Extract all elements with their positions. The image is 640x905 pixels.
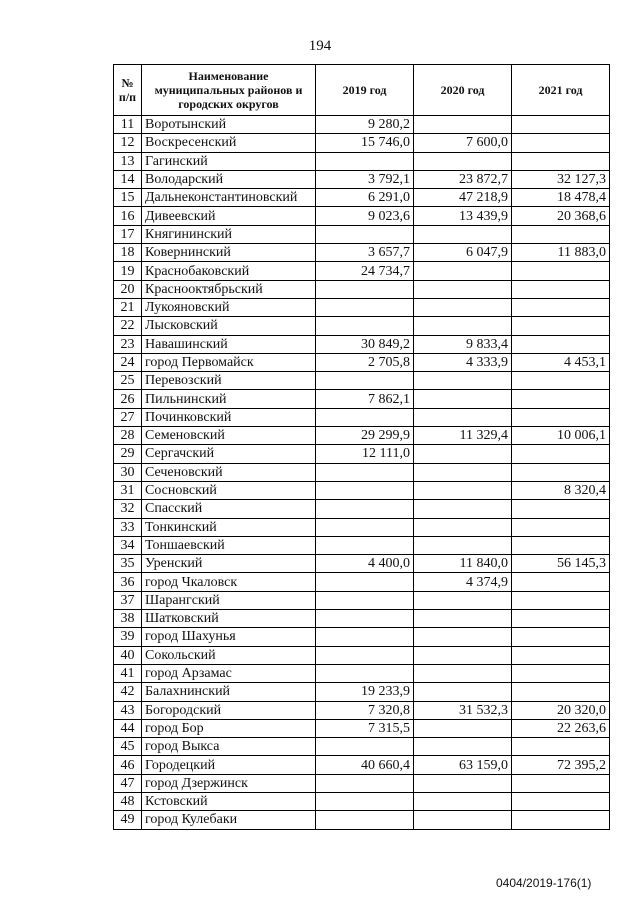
cell-2020: [414, 390, 512, 408]
cell-name: Шатковский: [142, 610, 316, 628]
cell-2021: [512, 298, 610, 316]
cell-2020: [414, 591, 512, 609]
cell-2019: [316, 225, 414, 243]
cell-2020: [414, 664, 512, 682]
table-row: [114, 646, 610, 664]
cell-2021: [512, 390, 610, 408]
cell-name: город Чкаловск: [142, 573, 316, 591]
cell-name: Починковский: [142, 408, 316, 426]
cell-name: Навашинский: [142, 335, 316, 353]
cell-num: 31: [114, 481, 142, 499]
cell-2019: [316, 628, 414, 646]
table-row: [114, 262, 610, 280]
cell-name: Краснобаковский: [142, 262, 316, 280]
cell-2019: 3 792,1: [316, 170, 414, 188]
cell-name: Спасский: [142, 500, 316, 518]
table-row: [114, 536, 610, 554]
cell-2021: 72 395,2: [512, 756, 610, 774]
cell-num: 20: [114, 280, 142, 298]
cell-name: Балахнинский: [142, 683, 316, 701]
table-row: [114, 390, 610, 408]
table-row: [114, 610, 610, 628]
cell-name: город Первомайск: [142, 353, 316, 371]
header-2019: 2019 год: [316, 65, 414, 116]
cell-2019: [316, 280, 414, 298]
header-name: Наименование муниципальных районов и городских округов: [142, 65, 316, 116]
cell-name: Сосновский: [142, 481, 316, 499]
cell-2019: [316, 664, 414, 682]
table-row: [114, 353, 610, 371]
cell-2021: 20 368,6: [512, 207, 610, 225]
cell-2019: [316, 792, 414, 810]
cell-2021: [512, 262, 610, 280]
table-row: [114, 445, 610, 463]
cell-num: 27: [114, 408, 142, 426]
page-number: 194: [308, 38, 332, 54]
cell-name: Володарский: [142, 170, 316, 188]
cell-2021: [512, 738, 610, 756]
cell-num: 21: [114, 298, 142, 316]
cell-2021: [512, 573, 610, 591]
table-row: [114, 244, 610, 262]
table-row: [114, 152, 610, 170]
cell-2020: [414, 262, 512, 280]
cell-2021: [512, 463, 610, 481]
cell-2021: [512, 152, 610, 170]
cell-2020: [414, 774, 512, 792]
cell-num: 44: [114, 719, 142, 737]
cell-2020: 6 047,9: [414, 244, 512, 262]
cell-name: Лукояновский: [142, 298, 316, 316]
cell-2019: [316, 811, 414, 829]
cell-name: Ковернинский: [142, 244, 316, 262]
cell-2021: [512, 628, 610, 646]
table-row: [114, 189, 610, 207]
cell-2019: [316, 774, 414, 792]
cell-2020: 13 439,9: [414, 207, 512, 225]
cell-2019: 9 023,6: [316, 207, 414, 225]
cell-2019: 40 660,4: [316, 756, 414, 774]
cell-name: Семеновский: [142, 427, 316, 445]
cell-2021: [512, 335, 610, 353]
cell-2021: 8 320,4: [512, 481, 610, 499]
cell-2020: [414, 116, 512, 134]
cell-2021: [512, 811, 610, 829]
cell-2019: [316, 152, 414, 170]
cell-2020: 7 600,0: [414, 134, 512, 152]
cell-2019: 24 734,7: [316, 262, 414, 280]
table-row: [114, 225, 610, 243]
table-row: [114, 116, 610, 134]
table-row: [114, 280, 610, 298]
cell-num: 17: [114, 225, 142, 243]
cell-2021: [512, 116, 610, 134]
cell-num: 38: [114, 610, 142, 628]
cell-num: 22: [114, 317, 142, 335]
cell-name: Гагинский: [142, 152, 316, 170]
cell-num: 34: [114, 536, 142, 554]
cell-num: 39: [114, 628, 142, 646]
document-code: 0404/2019-176(1): [496, 876, 592, 890]
cell-num: 14: [114, 170, 142, 188]
cell-num: 23: [114, 335, 142, 353]
cell-2021: 56 145,3: [512, 555, 610, 573]
cell-2019: 9 280,2: [316, 116, 414, 134]
cell-name: Городецкий: [142, 756, 316, 774]
cell-2019: [316, 573, 414, 591]
cell-num: 26: [114, 390, 142, 408]
table-row: [114, 518, 610, 536]
cell-name: город Дзержинск: [142, 774, 316, 792]
cell-2021: [512, 792, 610, 810]
cell-2021: [512, 317, 610, 335]
cell-2020: [414, 445, 512, 463]
cell-num: 24: [114, 353, 142, 371]
cell-2020: [414, 610, 512, 628]
cell-2020: [414, 518, 512, 536]
cell-name: Пильнинский: [142, 390, 316, 408]
cell-2020: [414, 719, 512, 737]
cell-2020: [414, 372, 512, 390]
cell-2020: [414, 463, 512, 481]
cell-2019: 2 705,8: [316, 353, 414, 371]
cell-num: 28: [114, 427, 142, 445]
cell-name: Кстовский: [142, 792, 316, 810]
cell-2019: [316, 298, 414, 316]
cell-num: 42: [114, 683, 142, 701]
cell-name: Воротынский: [142, 116, 316, 134]
cell-2021: [512, 500, 610, 518]
table-row: [114, 811, 610, 829]
cell-2020: 9 833,4: [414, 335, 512, 353]
cell-name: Лысковский: [142, 317, 316, 335]
cell-num: 13: [114, 152, 142, 170]
header-2020: 2020 год: [414, 65, 512, 116]
cell-2019: [316, 317, 414, 335]
cell-2021: [512, 518, 610, 536]
table-row: [114, 500, 610, 518]
cell-name: город Шахунья: [142, 628, 316, 646]
table-row: [114, 134, 610, 152]
cell-2021: 11 883,0: [512, 244, 610, 262]
cell-2019: 3 657,7: [316, 244, 414, 262]
cell-num: 41: [114, 664, 142, 682]
cell-name: Дальнеконстантиновский: [142, 189, 316, 207]
table-row: [114, 719, 610, 737]
cell-2020: [414, 792, 512, 810]
cell-2019: 12 111,0: [316, 445, 414, 463]
cell-num: 11: [114, 116, 142, 134]
cell-2019: [316, 372, 414, 390]
cell-num: 48: [114, 792, 142, 810]
table-row: [114, 683, 610, 701]
table-row: [114, 317, 610, 335]
table-row: [114, 792, 610, 810]
cell-2019: [316, 591, 414, 609]
cell-name: Уренский: [142, 555, 316, 573]
cell-2021: [512, 445, 610, 463]
cell-2020: 63 159,0: [414, 756, 512, 774]
header-num: № п/п: [114, 65, 142, 116]
cell-num: 36: [114, 573, 142, 591]
cell-2021: [512, 610, 610, 628]
table-row: [114, 170, 610, 188]
cell-2019: [316, 536, 414, 554]
cell-num: 25: [114, 372, 142, 390]
cell-2019: [316, 463, 414, 481]
cell-num: 12: [114, 134, 142, 152]
table-row: [114, 738, 610, 756]
table-row: [114, 408, 610, 426]
cell-num: 16: [114, 207, 142, 225]
cell-name: Княгининский: [142, 225, 316, 243]
cell-2019: 15 746,0: [316, 134, 414, 152]
cell-name: город Бор: [142, 719, 316, 737]
cell-2019: [316, 738, 414, 756]
cell-name: Тонкинский: [142, 518, 316, 536]
cell-2020: [414, 683, 512, 701]
cell-2019: 30 849,2: [316, 335, 414, 353]
cell-2021: [512, 372, 610, 390]
data-table: [113, 64, 610, 830]
cell-2020: [414, 317, 512, 335]
cell-2020: [414, 225, 512, 243]
cell-2021: 32 127,3: [512, 170, 610, 188]
cell-2020: [414, 481, 512, 499]
table-row: [114, 628, 610, 646]
table-row: [114, 701, 610, 719]
cell-2021: 4 453,1: [512, 353, 610, 371]
cell-2021: [512, 664, 610, 682]
cell-2019: [316, 481, 414, 499]
cell-2020: [414, 408, 512, 426]
cell-name: Сеченовский: [142, 463, 316, 481]
table-row: [114, 774, 610, 792]
cell-2021: 10 006,1: [512, 427, 610, 445]
cell-name: Шарангский: [142, 591, 316, 609]
cell-name: Тоншаевский: [142, 536, 316, 554]
cell-name: Воскресенский: [142, 134, 316, 152]
cell-name: город Выкса: [142, 738, 316, 756]
table-row: [114, 463, 610, 481]
cell-2020: 23 872,7: [414, 170, 512, 188]
table-row: [114, 207, 610, 225]
cell-num: 30: [114, 463, 142, 481]
cell-2021: [512, 536, 610, 554]
cell-2019: [316, 500, 414, 518]
cell-num: 37: [114, 591, 142, 609]
cell-2021: [512, 646, 610, 664]
cell-2021: [512, 591, 610, 609]
cell-2019: [316, 646, 414, 664]
cell-2021: 18 478,4: [512, 189, 610, 207]
cell-num: 33: [114, 518, 142, 536]
table-row: [114, 573, 610, 591]
table-row: [114, 756, 610, 774]
header-2021: 2021 год: [512, 65, 610, 116]
cell-name: город Арзамас: [142, 664, 316, 682]
cell-2021: 22 263,6: [512, 719, 610, 737]
cell-num: 43: [114, 701, 142, 719]
table-header-row: [114, 65, 610, 116]
table-row: [114, 298, 610, 316]
cell-2021: [512, 408, 610, 426]
cell-2020: [414, 646, 512, 664]
cell-2020: 11 329,4: [414, 427, 512, 445]
cell-num: 19: [114, 262, 142, 280]
cell-name: город Кулебаки: [142, 811, 316, 829]
cell-2020: [414, 628, 512, 646]
cell-num: 40: [114, 646, 142, 664]
cell-2019: 4 400,0: [316, 555, 414, 573]
cell-2019: 19 233,9: [316, 683, 414, 701]
cell-2020: 4 333,9: [414, 353, 512, 371]
cell-2020: [414, 500, 512, 518]
cell-name: Богородский: [142, 701, 316, 719]
table-row: [114, 481, 610, 499]
table-row: [114, 555, 610, 573]
cell-num: 49: [114, 811, 142, 829]
cell-2021: [512, 774, 610, 792]
cell-2019: [316, 610, 414, 628]
cell-2019: [316, 518, 414, 536]
cell-2020: [414, 298, 512, 316]
cell-2020: 11 840,0: [414, 555, 512, 573]
table-row: [114, 591, 610, 609]
cell-num: 29: [114, 445, 142, 463]
cell-2020: [414, 536, 512, 554]
cell-name: Дивеевский: [142, 207, 316, 225]
table-body: [114, 116, 610, 830]
table-row: [114, 427, 610, 445]
cell-name: Перевозский: [142, 372, 316, 390]
cell-2019: [316, 408, 414, 426]
cell-2020: [414, 811, 512, 829]
table-row: [114, 335, 610, 353]
cell-2019: 7 862,1: [316, 390, 414, 408]
cell-name: Сергачский: [142, 445, 316, 463]
cell-2020: 31 532,3: [414, 701, 512, 719]
cell-num: 45: [114, 738, 142, 756]
cell-2019: 7 320,8: [316, 701, 414, 719]
cell-2021: [512, 280, 610, 298]
cell-2020: 47 218,9: [414, 189, 512, 207]
cell-num: 18: [114, 244, 142, 262]
cell-2021: [512, 225, 610, 243]
cell-2021: [512, 683, 610, 701]
cell-2020: [414, 280, 512, 298]
cell-2020: [414, 152, 512, 170]
cell-2021: 20 320,0: [512, 701, 610, 719]
cell-num: 47: [114, 774, 142, 792]
cell-num: 46: [114, 756, 142, 774]
cell-2020: [414, 738, 512, 756]
cell-name: Краснооктябрьский: [142, 280, 316, 298]
cell-num: 15: [114, 189, 142, 207]
cell-2021: [512, 134, 610, 152]
cell-2020: 4 374,9: [414, 573, 512, 591]
cell-2019: 6 291,0: [316, 189, 414, 207]
cell-2019: 7 315,5: [316, 719, 414, 737]
cell-num: 32: [114, 500, 142, 518]
cell-num: 35: [114, 555, 142, 573]
table-row: [114, 372, 610, 390]
table-row: [114, 664, 610, 682]
cell-name: Сокольский: [142, 646, 316, 664]
cell-2019: 29 299,9: [316, 427, 414, 445]
